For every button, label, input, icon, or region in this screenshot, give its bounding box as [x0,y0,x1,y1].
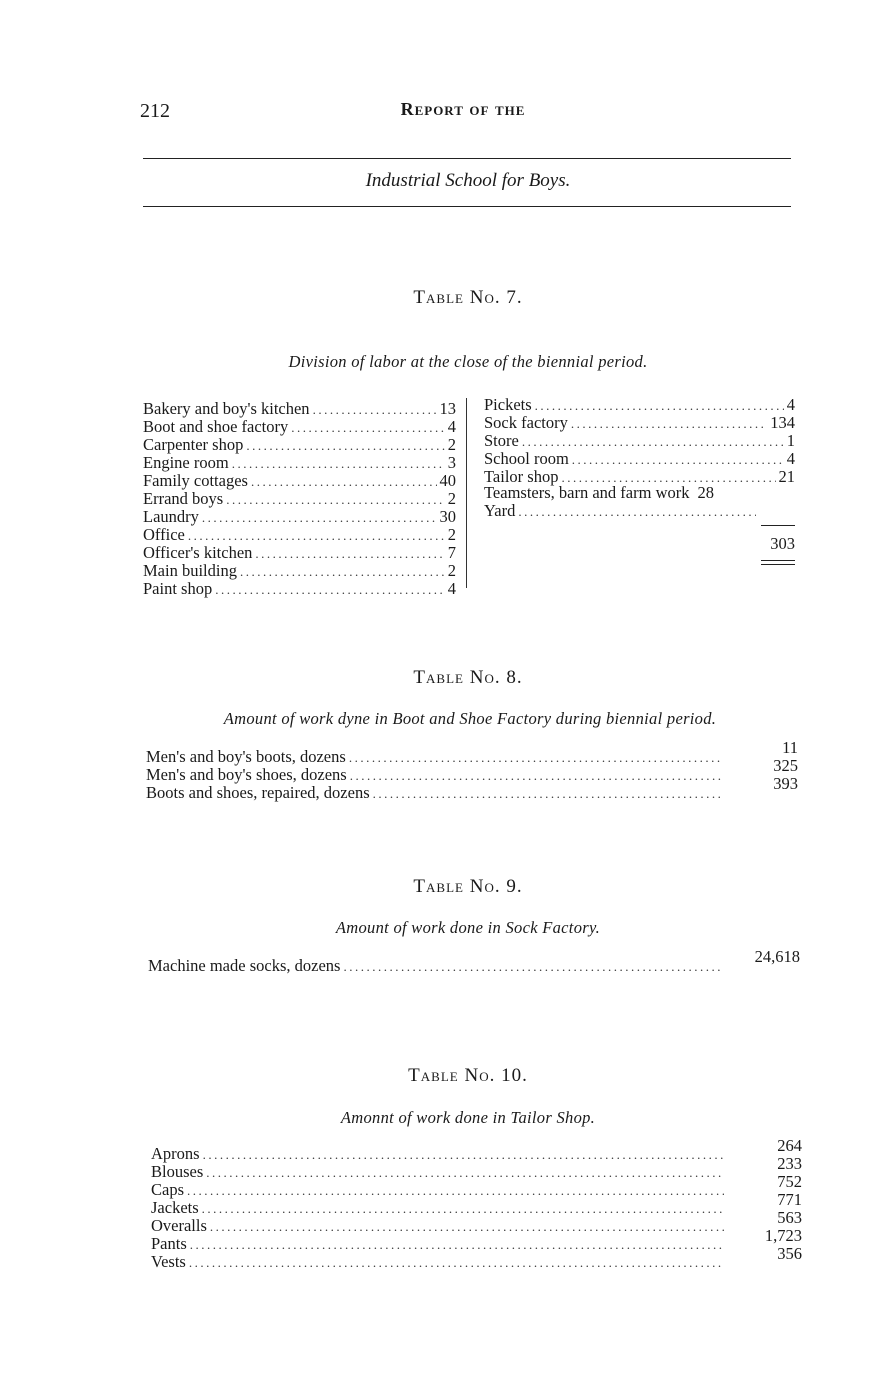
table8-caption: Amount of work dyne in Boot and Shoe Factory during biennial period. [223,709,717,728]
table7-row: School room ..... 4 [484,450,795,468]
table7-row: Yard ..... [484,502,759,520]
table10-value: 233 [777,1154,802,1173]
table8-value: 325 [773,756,798,775]
table7-caption: Division of labor at the close of the biennial period. [288,352,648,371]
header-rule-bottom [143,206,791,207]
table7-row: Laundry ..... 30 [143,508,456,526]
header-rule-top [143,158,791,159]
table7-row: Boot and shoe factory ..... 4 [143,418,456,436]
page-number: 212 [140,100,170,122]
table7-total: 303 [770,534,795,553]
running-title: Report of the [400,99,526,119]
table9-row: Machine made socks, dozens ..... [148,957,726,975]
table7-row: Main building ..... 2 [143,562,456,580]
table10-value: 1,723 [764,1226,802,1245]
table10-caption: Amonnt of work done in Tailor Shop. [340,1108,596,1127]
table10-value: 563 [777,1208,802,1227]
table7-row: Tailor shop ..... 21 [484,468,795,486]
column-divider [466,398,467,588]
table7-row: Errand boys ..... 2 [143,490,456,508]
table7-row: Engine room ..... 3 [143,454,456,472]
total-double-rule [761,564,795,565]
table10-value: 356 [777,1244,802,1263]
table10-value: 264 [777,1136,802,1155]
table8-row: Men's and boy's boots, dozens ..... [146,748,726,766]
table8-title: Table No. 8. [413,667,523,688]
section-subtitle: Industrial School for Boys. [365,170,571,191]
table7-row: Family cottages ..... 40 [143,472,456,490]
table9-title: Table No. 9. [413,876,523,897]
table9-caption: Amount of work done in Sock Factory. [335,918,601,937]
table10-row: Vests ..... [151,1253,727,1271]
table10-value: 771 [777,1190,802,1209]
table10-title: Table No. 10. [408,1065,528,1086]
table10-row: Jackets ..... [151,1199,727,1217]
table8-value: 11 [782,738,798,757]
table7-title: Table No. 7. [413,287,523,308]
table10-row: Blouses ..... [151,1163,727,1181]
table9-value: 24,618 [754,947,800,966]
table7-row: Paint shop ..... 4 [143,580,456,598]
table10-row: Caps ..... [151,1181,727,1199]
table8-row: Boots and shoes, repaired, dozens ..... [146,784,726,802]
table8-row: Men's and boy's shoes, dozens ..... [146,766,726,784]
table10-row: Aprons ..... [151,1145,727,1163]
table7-row: Officer's kitchen ..... 7 [143,544,456,562]
table7-row: Store ..... 1 [484,432,795,450]
table7-row: Sock factory ..... 134 [484,414,795,432]
table10-row: Pants ..... [151,1235,727,1253]
table7-row: Pickets ..... 4 [484,396,795,414]
sum-rule [761,525,795,526]
table8-value: 393 [773,774,798,793]
table7-row: Carpenter shop ..... 2 [143,436,456,454]
table10-row: Overalls ..... [151,1217,727,1235]
table7-row: Office ..... 2 [143,526,456,544]
table7-row: Teamsters, barn and farm work 28 [484,483,714,502]
table10-value: 752 [777,1172,802,1191]
total-double-rule [761,560,795,561]
table7-row: Bakery and boy's kitchen ..... 13 [143,400,456,418]
